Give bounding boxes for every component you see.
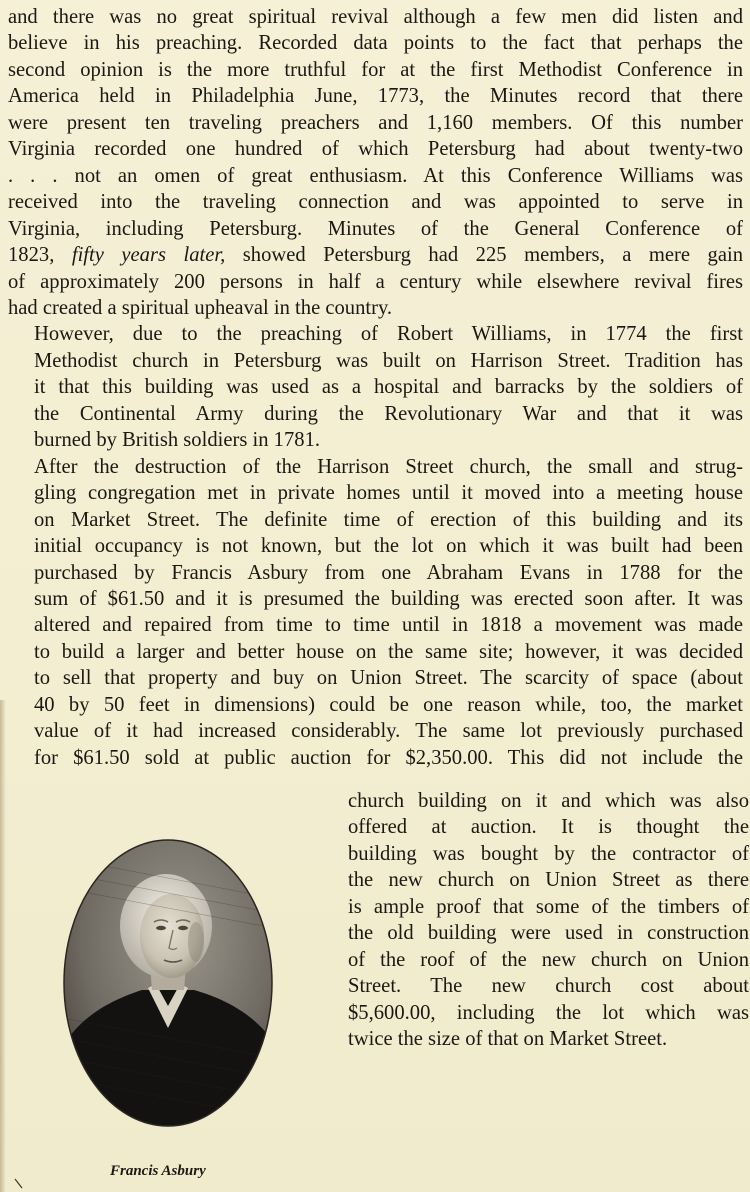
text-line: $5,600.00, including the lot which was (348, 1001, 749, 1024)
text-line: second opinion is the more truthful for at the first Methodist Conference in (8, 58, 743, 81)
text-line: and there was no great spiritual revival although a few men did listen and (8, 6, 743, 28)
paragraph-1 (8, 4, 743, 321)
text-line: altered and repaired from time to time until in 1818 a movement was made (34, 614, 743, 637)
asbury-portrait-icon (62, 838, 274, 1128)
text-line: sum of $61.50 and it is presumed the building was erected soon after. It was (34, 587, 743, 610)
text-line: is ample proof that some of the timbers of (348, 895, 749, 918)
paragraph-2 (8, 321, 743, 453)
text-line: However, due to the preaching of Robert Williams, in 1774 the first (34, 323, 743, 346)
text-line: received into the traveling connection and was appointed to serve in (8, 191, 743, 214)
text-line: After the destruction of the Harrison Street church, the small and strug- (34, 455, 743, 478)
text-line: burned by British soldiers in 1781. (34, 429, 321, 452)
portrait-caption: Francis Asbury (110, 1163, 206, 1179)
text-line: church building on it and which was also (348, 790, 749, 812)
italic-phrase: fifty years later, (71, 244, 226, 267)
right-column-text (348, 788, 749, 1053)
text-line: it that this building was used as a hospital and barracks by the soldiers of (34, 376, 743, 399)
text-line: the Continental Army during the Revolutionary War and that it was (34, 402, 743, 425)
text-line: of approximately 200 persons in half a century while elsewhere revival fires (8, 270, 743, 293)
text-line: gling congregation met in private homes until it moved into a meeting house (34, 482, 743, 505)
text-line: . . . not an omen of great enthusiasm. At this Conference Williams was (8, 164, 743, 187)
text-line: America held in Philadelphia June, 1773, the Minutes record that there (8, 85, 743, 108)
text-line: building was bought by the contractor of (348, 842, 749, 865)
text-line: twice the size of that on Market Street. (348, 1028, 668, 1051)
text-line: initial occupancy is not known, but the lot on which it was built had been (34, 535, 743, 558)
text-line: Street. The new church cost about (348, 975, 749, 998)
text-line: to sell that property and buy on Union Street. The scarcity of space (about (34, 667, 743, 690)
stray-mark-icon (14, 1178, 24, 1190)
text-line: Virginia recorded one hundred of which Petersburg had about twenty-two (8, 138, 743, 161)
text-line: on Market Street. The definite time of erection of this building and its (34, 508, 743, 531)
body-text (8, 4, 743, 771)
text-line: were present ten traveling preachers and 1,160 members. Of this number (8, 111, 743, 134)
text-line: to build a larger and better house on the same site; however, it was decided (34, 640, 743, 663)
text-line: had created a spiritual upheaval in the country. (8, 296, 393, 319)
text-run: 1823, (8, 244, 72, 267)
text-run: showed Petersburg had 225 members, a mere gain (225, 244, 744, 267)
text-line: the new church on Union Street as there (348, 869, 749, 892)
text-line: value of it had increased considerably. The same lot previously purchased (34, 720, 743, 743)
text-line: of the roof of the new church on Union (348, 948, 749, 971)
text-line: 40 by 50 feet in dimensions) could be one reason while, too, the market (34, 693, 743, 716)
page-edge-shadow (0, 700, 6, 1192)
text-line: Methodist church in Petersburg was built on Harrison Street. Tradition has (34, 349, 743, 372)
text-line: Virginia, including Petersburg. Minutes of the General Conference of (8, 217, 743, 240)
paragraph-3 (8, 454, 743, 771)
text-line: the old building were used in construction (348, 922, 749, 945)
text-line-with-italic (8, 242, 743, 268)
text-line: offered at auction. It is thought the (348, 816, 749, 839)
text-line: purchased by Francis Asbury from one Abraham Evans in 1788 for the (34, 561, 743, 584)
text-line: for $61.50 sold at public auction for $2,350.00. This did not include the (34, 746, 743, 769)
text-line: believe in his preaching. Recorded data points to the fact that perhaps the (8, 32, 743, 55)
